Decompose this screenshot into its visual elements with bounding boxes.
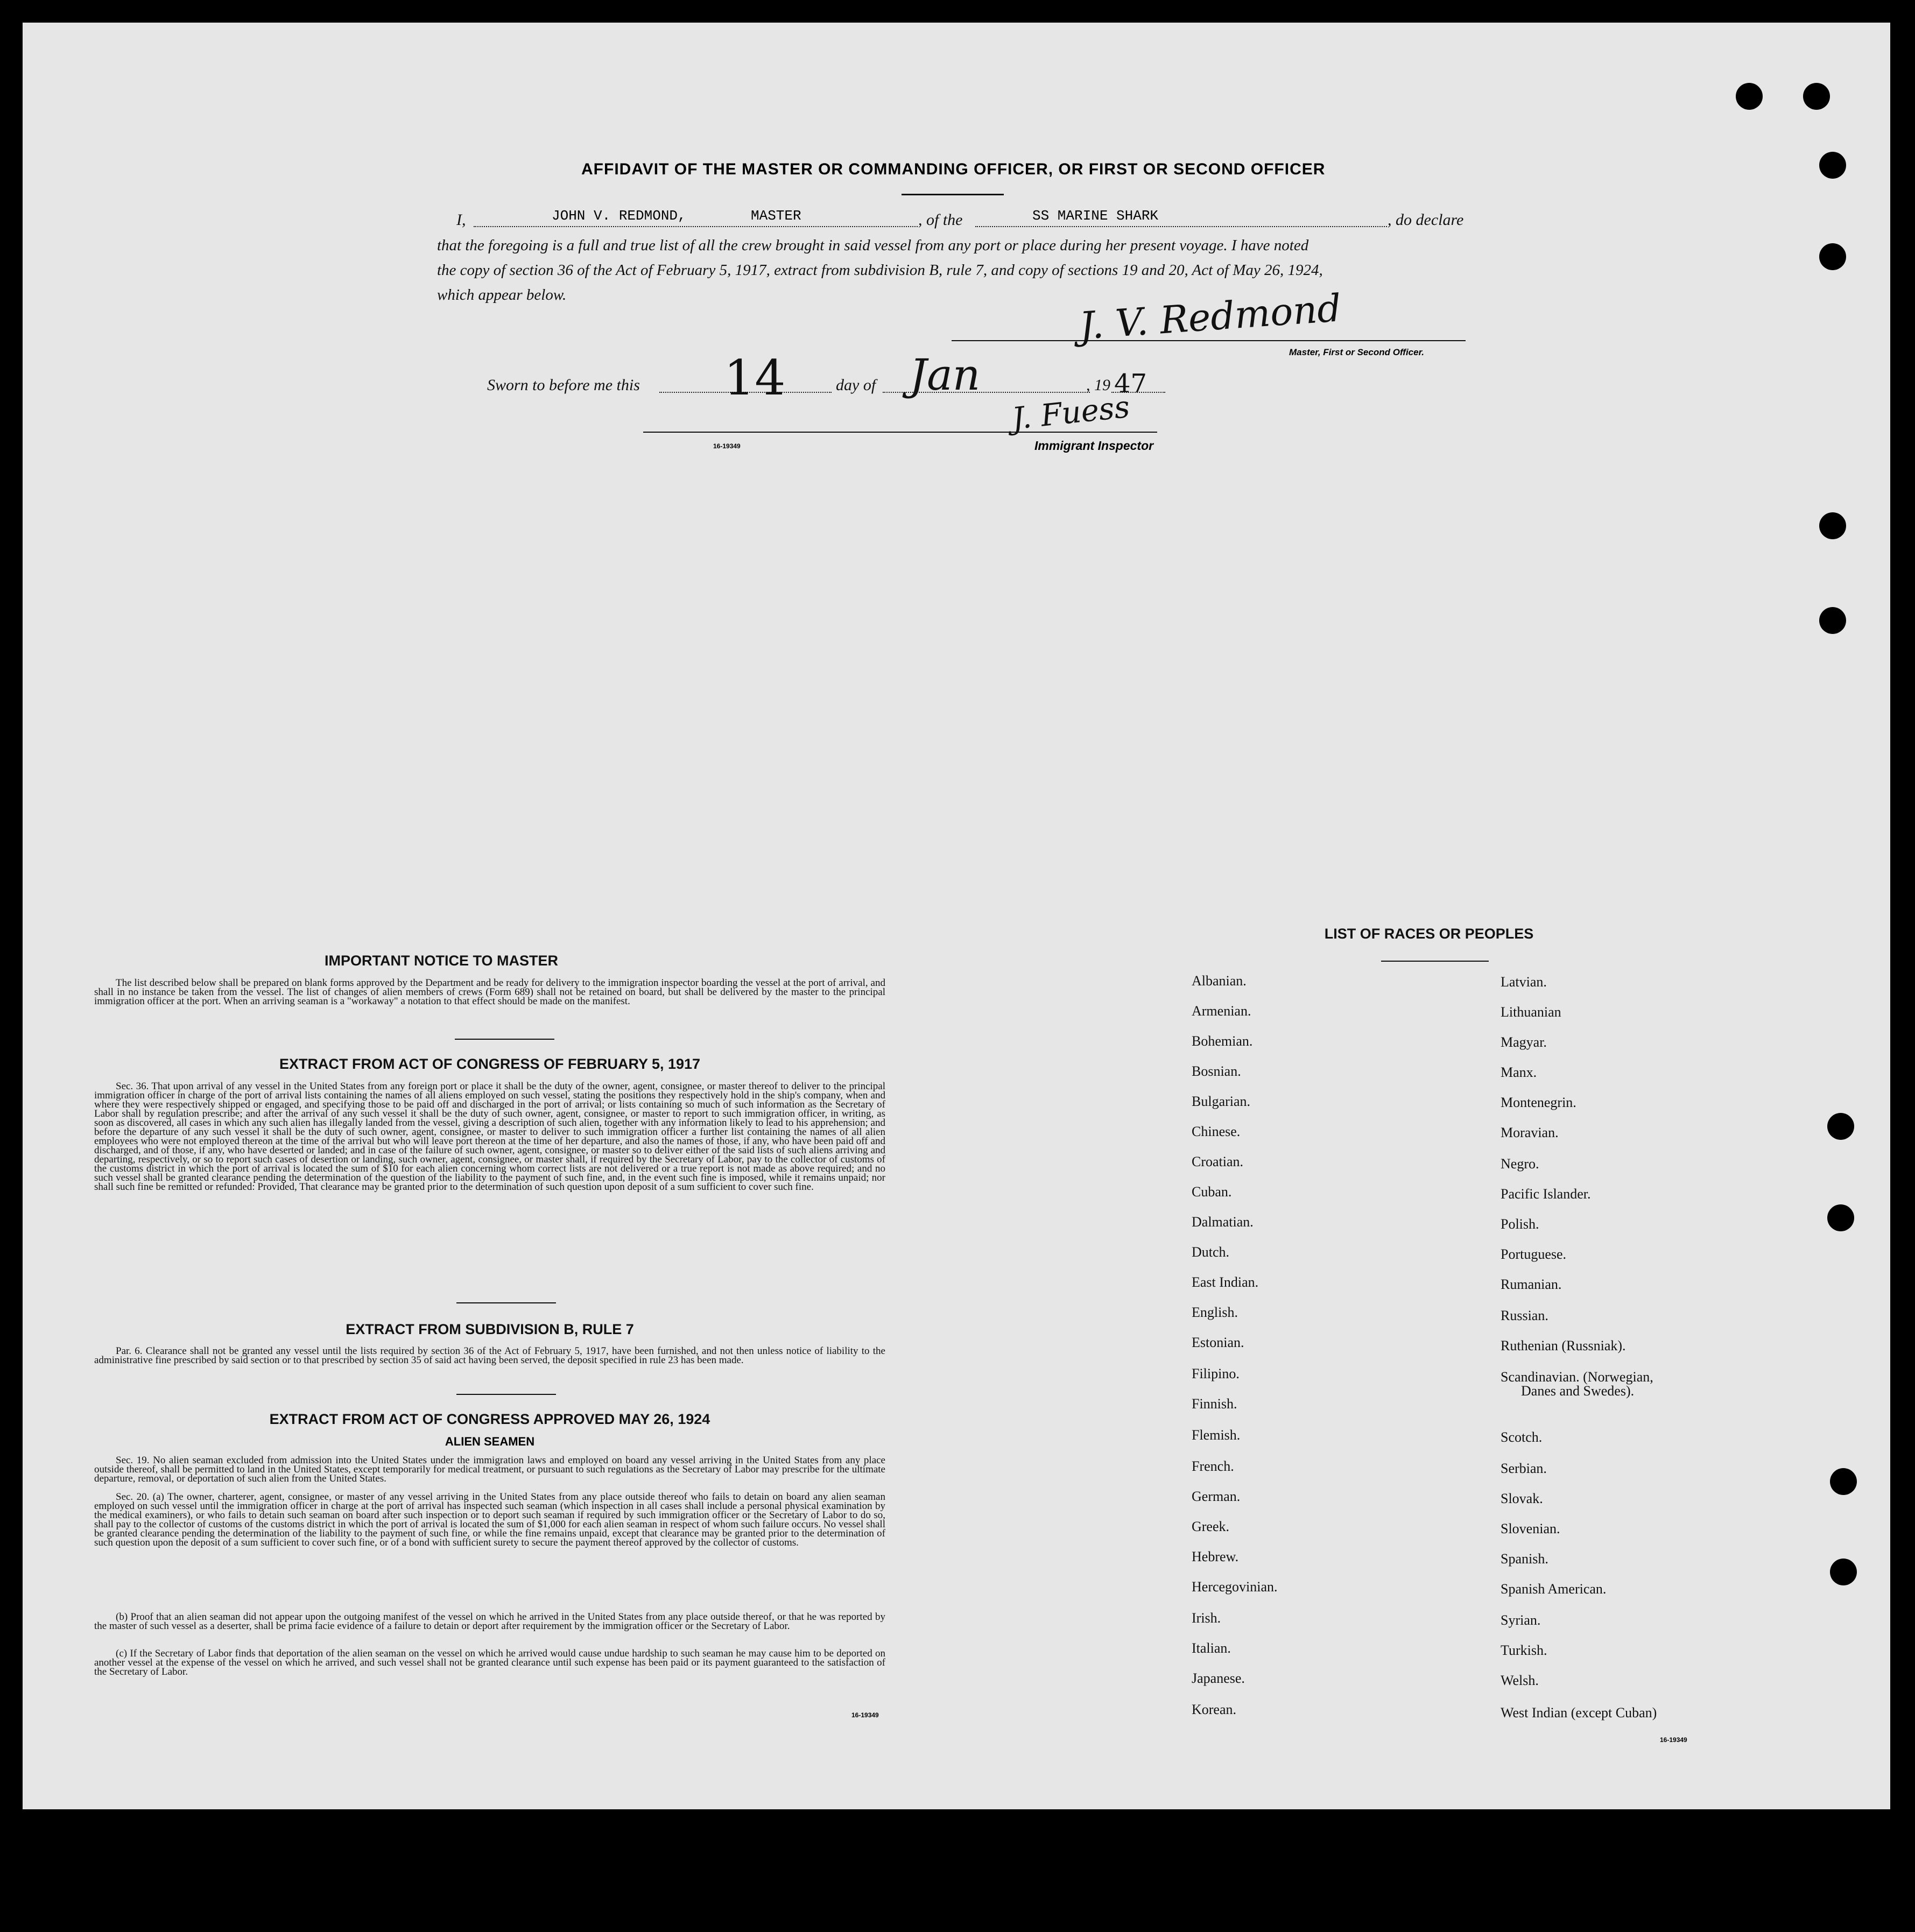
master-signature: J. V. Redmond [1078, 286, 1343, 348]
affidavit-title: AFFIDAVIT OF THE MASTER OR COMMANDING OFFICER, OR FIRST OR SECOND OFFICER [581, 160, 1326, 178]
sec20c-text: (c) If the Secretary of Labor finds that deportation of the alien seaman on the vessel on which he arrived would cause undue hardship to such seaman he may cause him to be deported on another vessel at the expense of the vessel on which he arrived, and such vessel shall not be granted clearance until such expense has been paid or its payment guaranteed to the satisfaction of the Secretary of Labor. [94, 1648, 885, 1677]
race-item: Italian. [1192, 1640, 1231, 1656]
race-item: Montenegrin. [1501, 1095, 1576, 1110]
race-item: Dalmatian. [1192, 1214, 1254, 1230]
year-field: 47 [1114, 369, 1147, 399]
alien-seamen-subtitle: ALIEN SEAMEN [445, 1435, 535, 1448]
divider [1381, 961, 1489, 962]
race-item: Lithuanian [1501, 1004, 1561, 1020]
race-item: English. [1192, 1305, 1238, 1320]
race-item: Slovenian. [1501, 1521, 1560, 1536]
race-item: Latvian. [1501, 974, 1547, 990]
race-item: Moravian. [1501, 1125, 1559, 1140]
race-item: Estonian. [1192, 1335, 1244, 1350]
master-name-field: JOHN V. REDMOND, [552, 208, 686, 224]
divider [455, 1039, 554, 1040]
affidavit-line-3: the copy of section 36 of the Act of February 5, 1917, extract from subdivision B, rule 7, and copy of sections 19 and 20, Act of May 26, 1924, [437, 262, 1323, 279]
race-item: Rumanian. [1501, 1277, 1562, 1292]
race-item: Serbian. [1501, 1461, 1547, 1476]
inspector-label: Immigrant Inspector [1034, 439, 1154, 453]
extract-1917-text: Sec. 36. That upon arrival of any vessel in the United States from any foreign port or place it shall be the duty of the owner, agent, consignee, or master thereof to deliver to the principal immigration officer in charge of the port of arrival lists containing the names of all aliens employed on such vessel, stating the positions they respectively hold in the ship's company, when and where they were respectively shipped or engaged, and specifying those to be paid off and discharged in the port of arrival; or lists containing so much of such information as the Secretary of Labor shall by regulation prescribe; and after the arrival of any such vessel it shall be the duty of such owner, agent, consignee, or master to report to such immigration officer, in writing, as soon as discovered, all cases in which any such alien has illegally landed from the vessel, giving a description of such alien, together with any information likely to lead to his apprehension; and before the departure of any such vessel it shall be the duty of such owner, agent, consignee, or master to deliver to such immigration officer a further list containing the names of all alien employees who were not employed thereon at the time of the arrival but who will leave port thereon at the time of her departure, and also the names of those, if any, who have been paid off and discharged, and of those, if any, who have deserted or landed; and in case of the failure of such owner, agent, consignee, or master so to deliver either of the said lists of such aliens arriving and departing, respectively, or so to report such cases of desertion or landing, such owner, agent, consignee, or master shall, if required by the Secretary of Labor, pay to the collector of customs of the customs district in which the port of arrival is located the sum of $10 for each alien concerning whom correct lists are not delivered or a true report is not made as above required; and no such vessel shall be granted clearance pending the determination of the question of the liability to the payment of such fine, and, in the event such fine is imposed, while it remains unpaid; nor shall such fine be remitted or refunded: Provided, That clearance may be granted prior to the determination of such question upon deposit of a sum sufficient to cover such fine. [94, 1081, 885, 1193]
race-item: Hercegovinian. [1192, 1579, 1278, 1595]
sec19-text: Sec. 19. No alien seaman excluded from admission into the United States under the immigration laws and employed on board any vessel arriving in the United States from any place outside thereof, shall be permitted to land in the United States, except temporarily for medical treatment, or pursuant to such regulations as the Secretary of Labor may prescribe for the ultimate departure, removal, or deportation of such alien from the United States. [94, 1455, 885, 1484]
year-prefix-label: , 19 [1086, 376, 1110, 394]
race-item: Cuban. [1192, 1184, 1232, 1200]
race-item: Dutch. [1192, 1244, 1230, 1260]
race-item: Spanish American. [1501, 1581, 1607, 1597]
extract-1917-title: EXTRACT FROM ACT OF CONGRESS OF FEBRUARY 5, 1917 [279, 1056, 701, 1072]
notice-text: The list described below shall be prepared on blank forms approved by the Department and be ready for delivery to the immigration inspector boarding the vessel at the port of arrival, and shall in no instance be taken from the vessel. The list of changes of alien members of crews (Form 689) shall not be retained on board, but shall be delivered by the master to the principal immigration officer at the port. When an arriving seaman is a "workaway" a notation to that effect should be made on the manifest. [94, 977, 885, 1007]
sec20b-text: (b) Proof that an alien seaman did not appear upon the outgoing manifest of the vessel on which he arrived in the United States from any place outside thereof, or that he was reported by the master of such vessel as a deserter, shall be prima facie evidence of a failure to detain or deport after requirement by the immigration officer or the Secretary of Labor. [94, 1611, 885, 1632]
race-item: Magyar. [1501, 1034, 1547, 1050]
punch-hole [1736, 83, 1763, 110]
affidavit-line-2: that the foregoing is a full and true list of all the crew brought in said vessel from any port or place during her present voyage. I have noted [437, 237, 1309, 254]
day-of-label: day of [836, 376, 876, 394]
month-field: Jan [910, 350, 981, 400]
master-signature-line [952, 340, 1466, 341]
race-item: Syrian. [1501, 1612, 1541, 1628]
form-number-right: 16-19349 [1660, 1736, 1687, 1744]
race-item: Finnish. [1192, 1396, 1237, 1412]
race-item: Croatian. [1192, 1154, 1244, 1169]
sworn-label: Sworn to before me this [487, 376, 640, 394]
race-item: German. [1192, 1489, 1241, 1504]
race-item: Scotch. [1501, 1429, 1543, 1445]
inspector-signature: J. Fuess [1010, 389, 1132, 437]
do-declare-label: , do declare [1388, 211, 1464, 229]
divider [456, 1302, 556, 1303]
race-item: Scandinavian. (Norwegian, [1501, 1369, 1653, 1385]
punch-hole [1830, 1468, 1857, 1495]
master-label: Master, First or Second Officer. [1289, 347, 1424, 357]
race-item: Negro. [1501, 1156, 1539, 1172]
race-item: Bulgarian. [1192, 1094, 1251, 1109]
race-item: Armenian. [1192, 1003, 1251, 1019]
divider [456, 1394, 556, 1395]
race-item: Bohemian. [1192, 1033, 1253, 1049]
race-item: Manx. [1501, 1064, 1537, 1080]
rule7-title: EXTRACT FROM SUBDIVISION B, RULE 7 [346, 1321, 634, 1337]
i-label: I, [456, 211, 466, 229]
race-item: Albanian. [1192, 973, 1247, 989]
punch-hole [1830, 1559, 1857, 1585]
form-number-left: 16-19349 [851, 1711, 879, 1719]
inspector-signature-line [643, 432, 1157, 433]
form-number-top: 16-19349 [713, 442, 741, 450]
race-item: Pacific Islander. [1501, 1186, 1591, 1202]
race-item: Ruthenian (Russniak). [1501, 1338, 1626, 1353]
of-the-label: , of the [918, 211, 963, 229]
race-item: Filipino. [1192, 1366, 1240, 1381]
vessel-field-line [975, 226, 1387, 227]
punch-hole [1819, 152, 1846, 179]
race-item: Greek. [1192, 1519, 1230, 1534]
race-item: Korean. [1192, 1702, 1237, 1717]
race-item: Turkish. [1501, 1642, 1547, 1658]
title-divider [902, 194, 1004, 195]
race-item-continuation: Danes and Swedes). [1521, 1383, 1635, 1399]
rule7-text: Par. 6. Clearance shall not be granted any vessel until the lists required by section 36 of the Act of February 5, 1917, have been furnished, and not then unless notice of liability to the administrative fine prescribed by said section or to that prescribed by section 35 of said act having been served, the deposit specified in rule 23 has been made. [94, 1345, 885, 1366]
race-item: Irish. [1192, 1610, 1221, 1626]
day-field: 14 [724, 350, 786, 406]
race-item: Hebrew. [1192, 1549, 1239, 1564]
punch-hole [1819, 607, 1846, 634]
race-item: East Indian. [1192, 1274, 1259, 1290]
race-item: Japanese. [1192, 1670, 1245, 1686]
rank-field: MASTER [751, 208, 801, 224]
races-title: LIST OF RACES OR PEOPLES [1324, 926, 1534, 942]
race-item: Polish. [1501, 1216, 1539, 1232]
race-item: Bosnian. [1192, 1063, 1241, 1079]
race-item: Chinese. [1192, 1124, 1241, 1139]
punch-hole [1819, 243, 1846, 270]
race-item: Slovak. [1501, 1491, 1543, 1506]
vessel-name-field: SS MARINE SHARK [1032, 208, 1159, 224]
race-item: Spanish. [1501, 1551, 1548, 1567]
punch-hole [1827, 1113, 1854, 1140]
notice-title: IMPORTANT NOTICE TO MASTER [325, 953, 558, 969]
race-item: French. [1192, 1458, 1234, 1474]
race-item: Welsh. [1501, 1673, 1539, 1688]
extract-1924-title: EXTRACT FROM ACT OF CONGRESS APPROVED MAY 26, 1924 [269, 1411, 710, 1427]
affidavit-line-4: which appear below. [437, 286, 567, 304]
sec20a-text: Sec. 20. (a) The owner, charterer, agent, consignee, or master of any vessel arriving in the United States from any place outside thereof who fails to detain on board any alien seaman employed on such vessel until the immigration officer in charge at the port of arrival has inspected such seaman (which inspection in all cases shall include a personal physical examination by the medical examiners), or who fails to detain such seaman on board after such inspection or to deport such seaman if required by such immigration officer or the Secretary of Labor to do so, shall pay to the collector of customs of the customs district in which the port of arrival is located the sum of $1,000 for each alien seaman in respect of whom such failure occurs. No vessel shall be granted clearance pending the determination of the liability to the payment of such fine, or while the fine remains unpaid, except that clearance may be granted prior to the determination of such question upon the deposit of a sum sufficient to cover such fine, or of a bond with sufficient surety to secure the payment thereof approved by the collector of customs. [94, 1491, 885, 1548]
race-item: West Indian (except Cuban) [1501, 1705, 1657, 1721]
race-item: Portuguese. [1501, 1246, 1567, 1262]
name-field-line [474, 226, 918, 227]
punch-hole [1819, 512, 1846, 539]
punch-hole [1827, 1204, 1854, 1231]
race-item: Russian. [1501, 1308, 1548, 1323]
race-item: Flemish. [1192, 1427, 1241, 1443]
punch-hole [1803, 83, 1830, 110]
